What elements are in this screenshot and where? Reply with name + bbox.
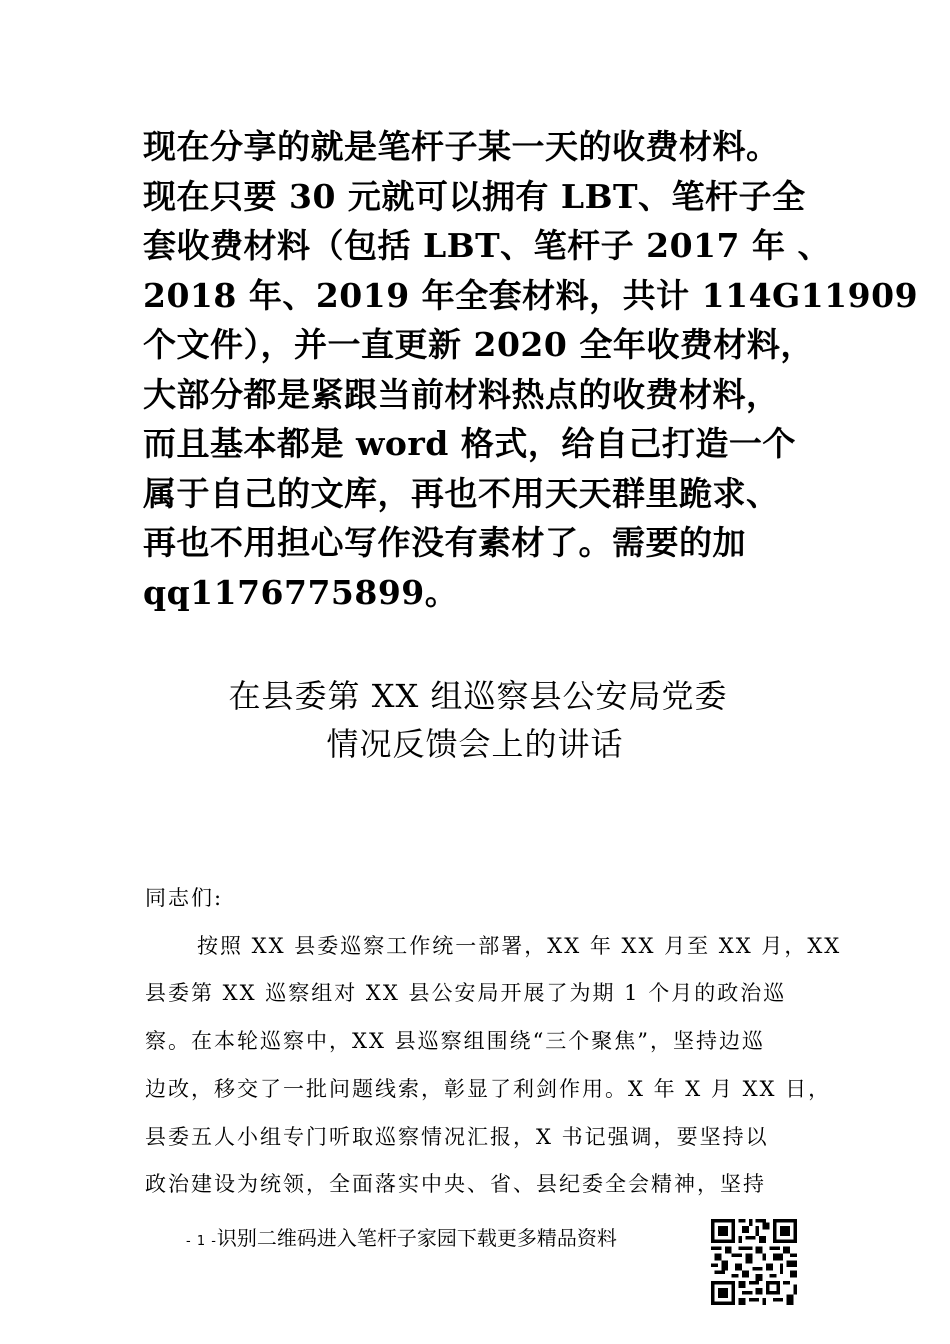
footer-text: 识别二维码进入笔杆子家园下载更多精品资料 [216, 1226, 617, 1250]
qr-finder-top-left [711, 1219, 735, 1243]
promo-line: 属于自己的文库，再也不用天天群里跪求、 [143, 473, 780, 513]
body-line: 县委五人小组专门听取巡察情况汇报，X 书记强调，要坚持以 [145, 1124, 769, 1149]
promo-line: 套收费材料（包括 LBT、笔杆子 2017 年 、 [143, 226, 831, 265]
title-line-2: 情况反馈会上的讲话 [326, 725, 624, 763]
promo-line: qq1176775899。 [143, 572, 459, 612]
body-line: 政治建设为统领，全面落实中央、省、县纪委全会精神，坚持 [145, 1172, 766, 1197]
title-line-1: 在县委第 XX 组巡察县公安局党委 [228, 677, 728, 715]
body-line: 边改，移交了一批问题线索，彰显了利剑作用。X 年 X 月 XX 日， [145, 1076, 832, 1101]
page-number: - 1 - [186, 1234, 217, 1249]
document-title [0, 672, 950, 768]
promo-line: 再也不用担心写作没有素材了。需要的加 [143, 523, 746, 562]
promo-line: 大部分都是紧跟当前材料热点的收费材料， [143, 374, 780, 414]
promo-line: 现在分享的就是笔杆子某一天的收费材料。 [143, 127, 780, 166]
promo-line: 现在只要 30 元就可以拥有 LBT、笔杆子全 [143, 176, 806, 216]
page-footer [186, 1224, 617, 1256]
document-body [145, 875, 842, 1209]
body-line: 县委第 XX 巡察组对 XX 县公安局开展了为期 1 个月的政治巡 [145, 981, 787, 1006]
promo-line: 2018 年、2019 年全套材料，共计 114G11909 [143, 275, 919, 315]
body-line: 察。在本轮巡察中，XX 县巡察组围绕“三个聚焦”，坚持边巡 [145, 1029, 766, 1054]
qr-finder-bottom-left [711, 1281, 735, 1305]
qr-finder-top-right [773, 1219, 797, 1243]
promo-paragraph [143, 122, 919, 617]
body-line: 按照 XX 县委巡察工作统一部署，XX 年 XX 月至 XX 月，XX [197, 933, 842, 958]
promo-line: 个文件），并一直更新 2020 全年收费材料， [143, 325, 814, 364]
salutation: 同志们: [145, 886, 224, 910]
promo-line: 而且基本都是 word 格式，给自己打造一个 [143, 424, 796, 463]
qr-code-icon[interactable] [711, 1219, 797, 1305]
